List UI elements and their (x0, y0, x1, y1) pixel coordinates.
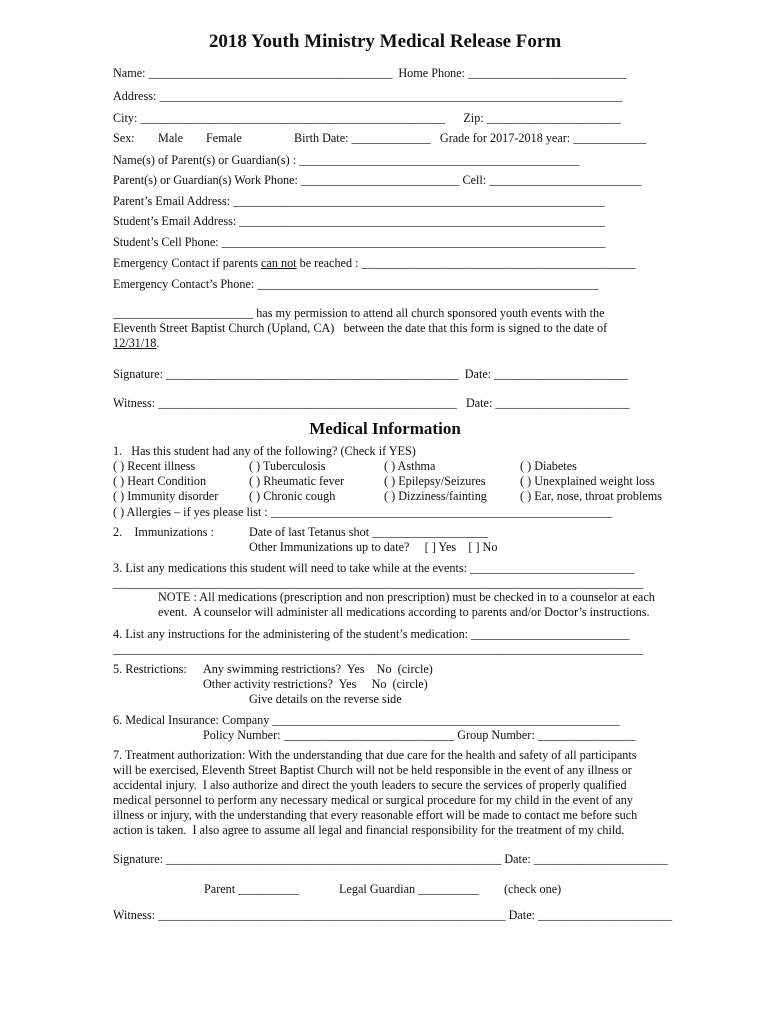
permission-end-date: 12/31/18 (113, 336, 157, 350)
emergency-phone-line[interactable]: Emergency Contact’s Phone: ________________________________________________________ (113, 277, 599, 291)
check-one-note: (check one) (504, 882, 562, 896)
birth-grade-line[interactable]: Birth Date: _____________ Grade for 2017-2018 year: ____________ (294, 131, 647, 145)
swimming-restrictions[interactable]: Any swimming restrictions? Yes No (circle) (203, 662, 433, 676)
check-asthma[interactable]: ( ) Asthma (384, 459, 436, 473)
name-line[interactable]: Name: ________________________________________ Home Phone: __________________________ (113, 66, 627, 80)
student-email-line[interactable]: Student’s Email Address: ____________________________________________________________ (113, 214, 605, 228)
permission-line-3 (113, 336, 159, 351)
treatment-auth-line: 7. Treatment authorization: With the understanding that due care for the health and safety of all participants (113, 748, 637, 762)
restrictions-label: 5. Restrictions: (113, 662, 187, 676)
check-epilepsy-seizures[interactable]: ( ) Epilepsy/Seizures (384, 474, 486, 488)
medications-note-2: event. A counselor will administer all medications according to parents and/or Doctor’s instructions. (158, 605, 650, 619)
address-line[interactable]: Address: ____________________________________________________________________________ (113, 89, 623, 103)
witness-line-1[interactable]: Witness: _________________________________________________ Date: ______________________ (113, 396, 630, 410)
witness-line-2[interactable]: Witness: _________________________________________________________ Date: ______________________ (113, 908, 673, 922)
restrictions-details-note: Give details on the reverse side (249, 692, 402, 706)
sex-female-option[interactable]: Female (206, 131, 242, 145)
insurance-policy-line[interactable]: Policy Number: ____________________________ Group Number: ________________ (203, 728, 636, 742)
medication-instructions-blank[interactable]: _______________________________________________________________________________________ (113, 642, 644, 656)
medications-blank-line[interactable]: _______________________________________________________________________________________ (113, 576, 644, 590)
check-dizziness-fainting[interactable]: ( ) Dizziness/fainting (384, 489, 487, 503)
city-zip-line[interactable]: City: __________________________________________________ Zip: ______________________ (113, 111, 621, 125)
legal-guardian-option[interactable]: Legal Guardian __________ (339, 882, 480, 896)
treatment-auth-line: medical personnel to perform any necessary medical or surgical procedure for my child in the event of any (113, 793, 633, 807)
medications-note-1: NOTE : All medications (prescription and non prescription) must be checked in to a counselor at each (158, 590, 655, 604)
treatment-auth-line: action is taken. I also agree to assume all legal and financial responsibility for the treatment of my child. (113, 823, 625, 837)
emergency-can-not: can not (261, 256, 297, 270)
signature-line-1[interactable]: Signature: ________________________________________________ Date: ______________________ (113, 367, 629, 381)
immunizations-label: 2. Immunizations : (113, 525, 214, 539)
emergency-contact-line[interactable] (113, 256, 636, 271)
emergency-suffix: be reached : _____________________________________________ (296, 256, 636, 270)
sex-male-option[interactable]: Male (158, 131, 184, 145)
q1-question: 1. Has this student had any of the following? (Check if YES) (113, 444, 416, 458)
check-tuberculosis[interactable]: ( ) Tuberculosis (249, 459, 326, 473)
check-immunity-disorder[interactable]: ( ) Immunity disorder (113, 489, 219, 503)
form-title: 2018 Youth Ministry Medical Release Form (208, 31, 562, 52)
permission-line-2: Eleventh Street Baptist Church (Upland, CA) between the date that this form is signed to the date of (113, 321, 608, 335)
parent-email-line[interactable]: Parent’s Email Address: _____________________________________________________________ (113, 194, 605, 208)
medication-instructions-line[interactable]: 4. List any instructions for the administering of the student’s medication: __________________________ (113, 627, 630, 641)
emergency-prefix: Emergency Contact if parents (113, 256, 262, 270)
other-immunizations-line[interactable]: Other Immunizations up to date? [ ] Yes [ ] No (249, 540, 498, 554)
permission-period: . (156, 336, 160, 350)
activity-restrictions[interactable]: Other activity restrictions? Yes No (circle) (203, 677, 428, 691)
medical-info-title: Medical Information (309, 419, 461, 438)
check-allergies[interactable]: ( ) Allergies – if yes please list : ________________________________________________________ (113, 505, 613, 519)
treatment-auth-line: accidental injury. I also authorize and direct the youth leaders to secure the services of properly qualified (113, 778, 627, 792)
medications-line[interactable]: 3. List any medications this student will need to take while at the events: ___________________________ (113, 561, 635, 575)
guardian-names-line[interactable]: Name(s) of Parent(s) or Guardian(s) : ______________________________________________ (113, 153, 580, 167)
student-cell-line[interactable]: Student’s Cell Phone: _______________________________________________________________ (113, 235, 606, 249)
work-phone-line[interactable]: Parent(s) or Guardian(s) Work Phone: __________________________ Cell: _________________________ (113, 173, 642, 187)
treatment-auth-line: will be exercised, Eleventh Street Baptist Church will not be held responsible in the event of any illness or (113, 763, 632, 777)
check-recent-illness[interactable]: ( ) Recent illness (113, 459, 196, 473)
treatment-auth-line: illness or injury, with the understanding that every reasonable effort will be made to contact me before such (113, 808, 638, 822)
check-chronic-cough[interactable]: ( ) Chronic cough (249, 489, 336, 503)
check-ear-nose-throat[interactable]: ( ) Ear, nose, throat problems (520, 489, 662, 503)
check-unexplained-weight-loss[interactable]: ( ) Unexplained weight loss (520, 474, 655, 488)
check-rheumatic-fever[interactable]: ( ) Rheumatic fever (249, 474, 345, 488)
tetanus-line[interactable]: Date of last Tetanus shot ___________________ (249, 525, 488, 539)
parent-option[interactable]: Parent __________ (204, 882, 300, 896)
check-diabetes[interactable]: ( ) Diabetes (520, 459, 577, 473)
sex-label: Sex: (113, 131, 135, 145)
signature-line-2[interactable]: Signature: _______________________________________________________ Date: ______________________ (113, 852, 668, 866)
check-heart-condition[interactable]: ( ) Heart Condition (113, 474, 207, 488)
permission-line-1[interactable]: _______________________ has my permission to attend all church sponsored youth events with the (113, 306, 605, 320)
insurance-company-line[interactable]: 6. Medical Insurance: Company _________________________________________________________ (113, 713, 620, 727)
